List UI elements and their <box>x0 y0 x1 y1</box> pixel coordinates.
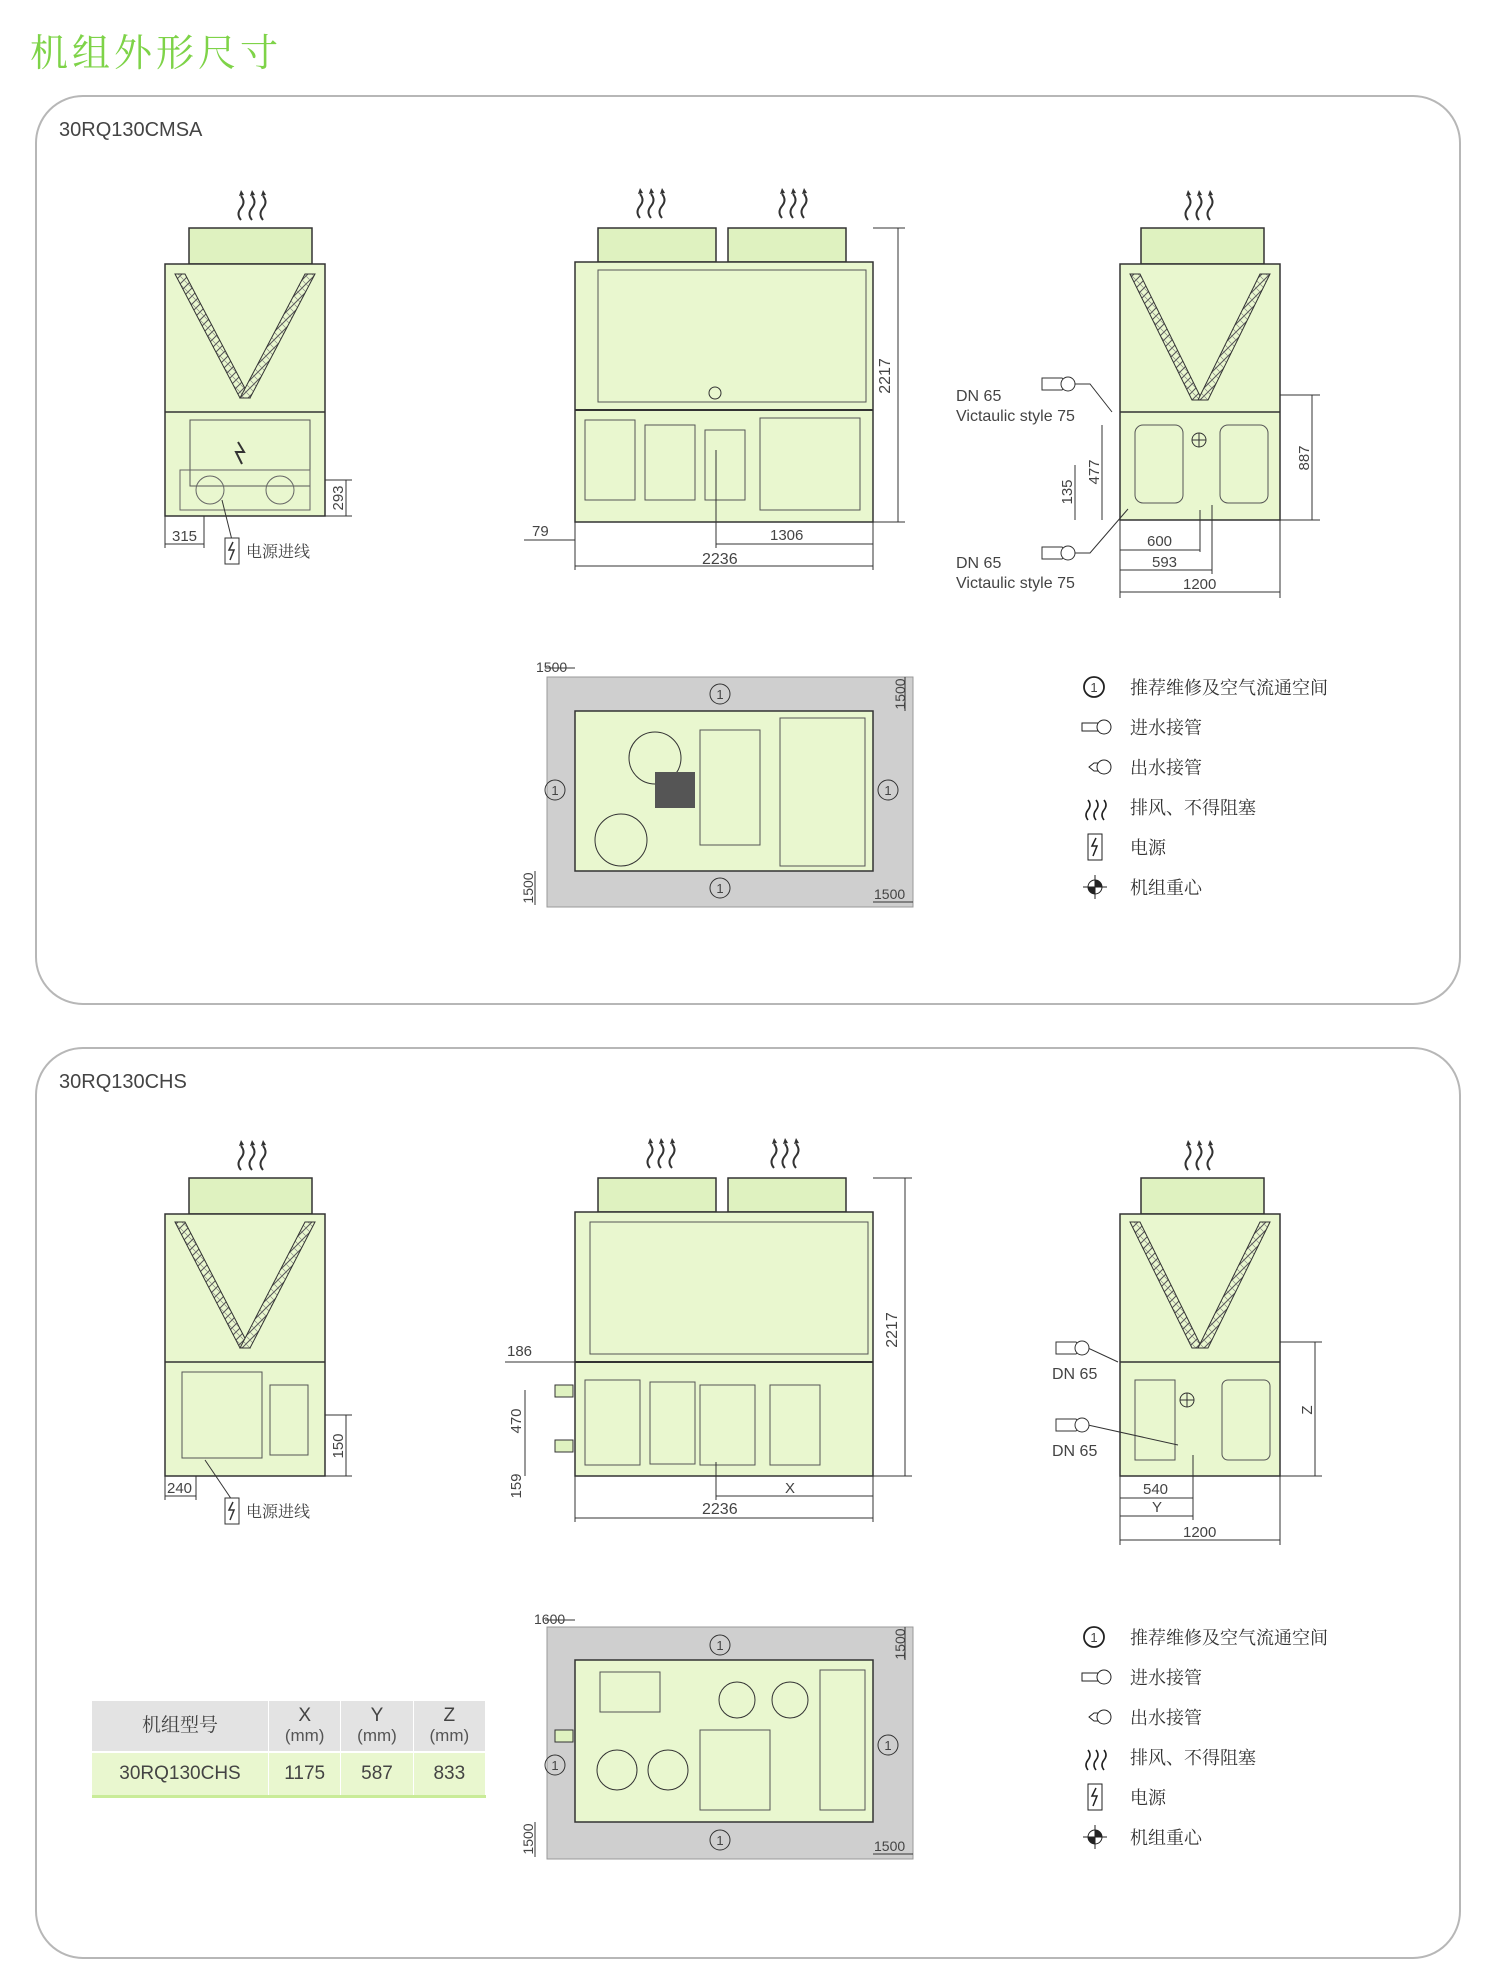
svg-text:1: 1 <box>884 783 892 798</box>
p1-front-dim-1306: 1306 <box>770 527 804 544</box>
legend-panel1 <box>1080 670 1340 910</box>
p1-front-view <box>524 188 905 570</box>
table-header-row <box>92 1701 486 1752</box>
exhaust-air-icon <box>1080 792 1114 822</box>
p1-right-exhaust-icon <box>1186 190 1214 220</box>
p1-side-view-right <box>956 190 1320 598</box>
legend-item: 出水接管 <box>1080 750 1340 790</box>
p2-front-dim-159: 159 <box>508 1473 525 1499</box>
svg-text:1: 1 <box>716 1833 724 1848</box>
p2-plan-clear-right: 1500 <box>892 1628 908 1660</box>
p2-inlet-dn: DN 65 <box>1052 1366 1098 1383</box>
circled-one-icon <box>1080 1622 1114 1652</box>
table-cell-z: 833 <box>413 1752 485 1797</box>
p1-right-dim-135: 135 <box>1059 479 1076 505</box>
p1-dim-293: 293 <box>330 485 347 511</box>
p2-right-dim-z: Z <box>1299 1405 1316 1415</box>
p1-right-dim-593: 593 <box>1152 554 1178 571</box>
svg-text:1: 1 <box>716 687 724 702</box>
p1-front-dim-79: 79 <box>532 523 549 540</box>
p1-inlet-style: Victaulic style 75 <box>956 408 1075 425</box>
power-icon <box>1080 832 1114 862</box>
p1-outlet-style: Victaulic style 75 <box>956 575 1075 592</box>
p1-right-dim-477: 477 <box>1086 459 1103 485</box>
p1-right-dim-600: 600 <box>1147 533 1173 550</box>
p2-right-dim-540: 540 <box>1143 1481 1169 1498</box>
svg-text:1: 1 <box>716 881 724 896</box>
legend-item: 出水接管 <box>1080 1700 1340 1740</box>
center-of-gravity-icon <box>1080 872 1114 902</box>
p2-dim-240: 240 <box>167 1480 193 1497</box>
legend-item: 排风、不得阻塞 <box>1080 790 1340 830</box>
p1-power-label: 电源进线 <box>246 544 311 561</box>
legend-item: 机组重心 <box>1080 1820 1340 1860</box>
legend-item: 机组重心 <box>1080 870 1340 910</box>
p2-plan-clear-left: 1500 <box>520 1823 536 1855</box>
p1-right-dim-887: 887 <box>1296 445 1313 471</box>
p1-plan-view <box>520 659 913 907</box>
p2-front-dim-186: 186 <box>507 1343 533 1360</box>
legend-item: 电源 <box>1080 830 1340 870</box>
legend-item: 进水接管 <box>1080 1660 1340 1700</box>
table-cell-x: 1175 <box>269 1752 341 1797</box>
p1-plan-clear-top-left: 1500 <box>536 659 568 675</box>
svg-text:1: 1 <box>1090 680 1098 695</box>
svg-text:1: 1 <box>551 783 559 798</box>
p1-front-dim-2217: 2217 <box>877 358 894 394</box>
p1-side-left-exhaust-icon <box>239 190 267 220</box>
center-of-gravity-icon <box>1080 1822 1114 1852</box>
p2-front-dim-x: X <box>785 1480 796 1497</box>
model-label: 30RQ130CHS <box>59 1071 187 1093</box>
p1-front-exhaust-icon <box>638 188 808 218</box>
table-cell-y: 587 <box>341 1752 413 1797</box>
exhaust-air-icon <box>1080 1742 1114 1772</box>
svg-text:1: 1 <box>716 1638 724 1653</box>
table-header-model: 机组型号 <box>92 1701 269 1752</box>
legend-item: 进水接管 <box>1080 710 1340 750</box>
water-outlet-icon <box>1080 1702 1114 1732</box>
p2-front-dim-2236: 2236 <box>702 1501 738 1518</box>
legend-item: 电源 <box>1080 1780 1340 1820</box>
table-row <box>92 1752 486 1797</box>
power-icon <box>1080 1782 1114 1812</box>
p1-front-dim-2236: 2236 <box>702 551 738 568</box>
p2-right-dim-y: Y <box>1152 1499 1163 1516</box>
p2-plan-clear-top-left: 1600 <box>534 1611 566 1627</box>
p2-outlet-dn: DN 65 <box>1052 1443 1098 1460</box>
svg-text:1: 1 <box>884 1738 892 1753</box>
model-label: 30RQ130CMSA <box>59 119 203 141</box>
p2-front-dim-2217: 2217 <box>884 1312 901 1348</box>
water-inlet-icon <box>1080 712 1114 742</box>
table-header-z: Z (mm) <box>413 1701 485 1752</box>
table-header-y: Y (mm) <box>341 1701 413 1752</box>
p1-outlet-dn: DN 65 <box>956 555 1002 572</box>
p1-inlet-dn: DN 65 <box>956 388 1002 405</box>
p2-front-dim-470: 470 <box>508 1408 525 1434</box>
p1-plan-clear-left: 1500 <box>520 872 536 904</box>
p2-plan-clear-bottom-right: 1500 <box>874 1838 906 1854</box>
p1-right-dim-1200: 1200 <box>1183 576 1217 593</box>
legend-item: 1 推荐维修及空气流通空间 <box>1080 1620 1340 1660</box>
p1-plan-clear-right: 1500 <box>892 678 908 710</box>
p1-dim-315: 315 <box>172 528 198 545</box>
table-header-x: X (mm) <box>269 1701 341 1752</box>
water-inlet-icon <box>1080 1662 1114 1692</box>
p1-plan-clear-bottom-right: 1500 <box>874 886 906 902</box>
model-dimension-table <box>92 1701 486 1798</box>
table-cell-model: 30RQ130CHS <box>92 1752 269 1797</box>
p1-side-view-left <box>165 190 352 564</box>
svg-text:1: 1 <box>1090 1630 1098 1645</box>
circled-one-icon <box>1080 672 1114 702</box>
legend-item: 1 推荐维修及空气流通空间 <box>1080 670 1340 710</box>
water-outlet-icon <box>1080 752 1114 782</box>
svg-text:1: 1 <box>551 1758 559 1773</box>
legend-item: 排风、不得阻塞 <box>1080 1740 1340 1780</box>
legend-panel2 <box>1080 1620 1340 1860</box>
p2-right-dim-1200: 1200 <box>1183 1524 1217 1541</box>
p2-power-label: 电源进线 <box>246 1504 311 1521</box>
p2-dim-150: 150 <box>330 1433 347 1459</box>
page-title: 机组外形尺寸 <box>30 31 283 75</box>
